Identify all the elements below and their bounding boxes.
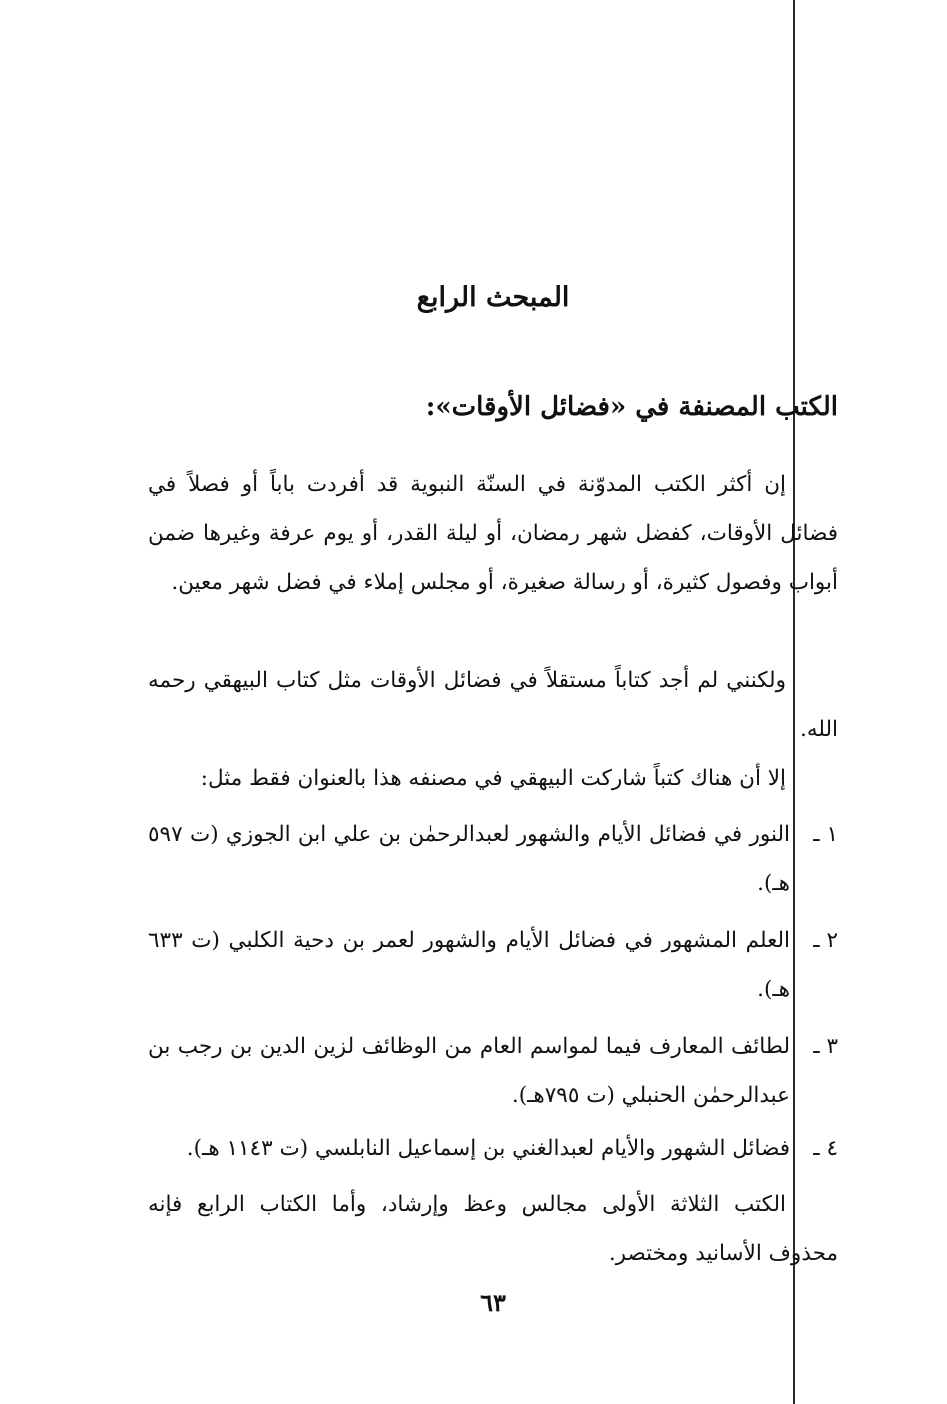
list-item-text: لطائف المعارف فيما لمواسم العام من الوظائف لزين الدين بن رجب بن عبدالرحمٰن الحنبلي (ت ٧٩٥هـ). — [148, 1034, 790, 1108]
list-item-text: النور في فضائل الأيام والشهور لعبدالرحمٰن بن علي ابن الجوزي (ت ٥٩٧ هـ). — [148, 822, 790, 896]
paragraph-text: إلا أن هناك كتباً شاركت البيهقي في مصنفه هذا بالعنوان فقط مثل: — [200, 766, 786, 791]
paragraph-text: الكتب الثلاثة الأولى مجالس وعظ وإرشاد، وأما الكتاب الرابع فإنه محذوف الأسانيد ومختصر. — [148, 1192, 838, 1266]
paragraph-intro — [148, 460, 838, 607]
list-item-text: العلم المشهور في فضائل الأيام والشهور لعمر بن دحية الكلبي (ت ٦٣٣ هـ). — [148, 928, 790, 1002]
document-page — [148, 0, 838, 1404]
list-item — [148, 1022, 838, 1120]
paragraph-no-independent-book — [148, 656, 838, 754]
list-item-number: ٣ ـ — [813, 1034, 838, 1059]
page-number: ٦٣ — [480, 1288, 506, 1317]
paragraph-text: ولكنني لم أجد كتاباً مستقلاً في فضائل الأوقات مثل كتاب البيهقي رحمه الله. — [148, 668, 838, 742]
list-item-number: ١ ـ — [813, 822, 838, 847]
list-item — [148, 916, 838, 1014]
list-item-number: ٢ ـ — [813, 928, 838, 953]
list-item — [148, 1124, 838, 1173]
paragraph-list-intro — [148, 754, 838, 803]
paragraph-text: إن أكثر الكتب المدوّنة في السنّة النبوية قد أفردت باباً أو فصلاً في فضائل الأوقات، كفضل شهر رمضان، أو ليلة القدر، أو يوم عرفة وغيرها ضمن أبواب وفصول كثيرة، أو رسالة صغيرة، أو مجلس إملاء في فضل شهر معين. — [148, 472, 838, 595]
section-heading: الكتب المصنفة في «فضائل الأوقات»: — [425, 392, 838, 422]
list-item — [148, 810, 838, 908]
closing-paragraph — [148, 1180, 838, 1278]
list-item-text: فضائل الشهور والأيام لعبدالغني بن إسماعيل النابلسي (ت ١١٤٣ هـ). — [186, 1136, 790, 1161]
list-item-number: ٤ ـ — [813, 1136, 838, 1161]
chapter-title: المبحث الرابع — [416, 282, 570, 313]
